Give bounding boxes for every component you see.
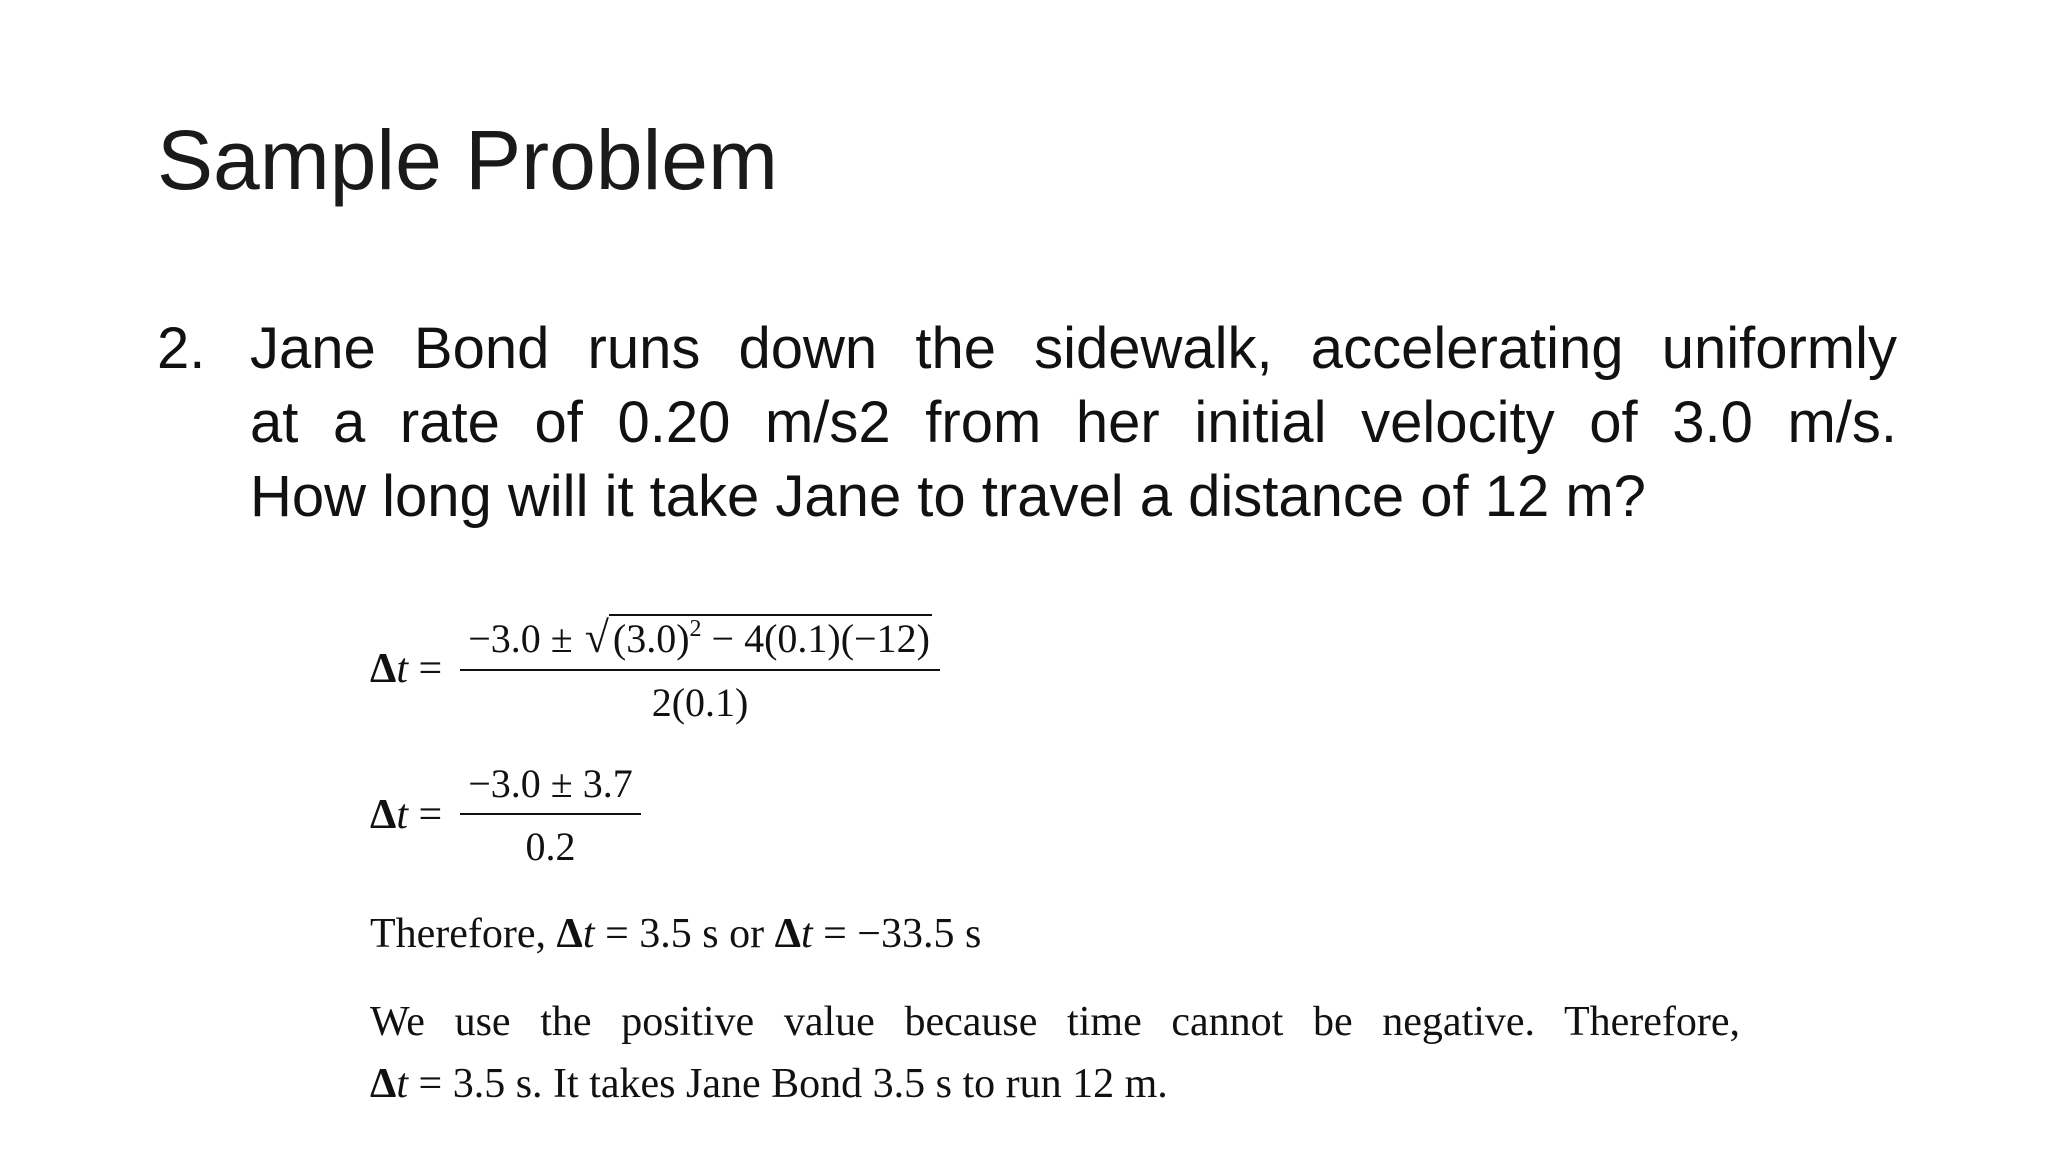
delta-symbol: Δ [370, 646, 397, 692]
conclusion-rest: = 3.5 s. It takes Jane Bond 3.5 s to run 12 m. [408, 1061, 1168, 1107]
radicand-term-b: − 4(0.1)(−12) [701, 616, 930, 661]
exponent: 2 [689, 616, 702, 642]
radicand [609, 614, 932, 661]
problem-number: 2. [157, 316, 206, 381]
t-variable: t [396, 646, 409, 692]
equals-sign: = [408, 646, 443, 692]
equals-sign: = [408, 792, 443, 838]
conclusion-line-1: We use the positive value because time cannot be negative. Therefore, [370, 999, 1740, 1045]
equation-quadratic [370, 612, 940, 726]
equation-1-numerator [460, 612, 940, 669]
delta-symbol: Δ [370, 792, 397, 838]
equation-1-denominator: 2(0.1) [651, 680, 749, 725]
equation-1-fraction [460, 612, 940, 726]
equation-2-fraction [460, 760, 641, 870]
slide-title: Sample Problem [157, 113, 778, 207]
radicand-term-a: (3.0) [612, 616, 690, 661]
equation-2-numerator: −3.0 ± 3.7 [468, 761, 633, 806]
therefore-middle: = 3.5 s or [594, 911, 775, 957]
equation-simplified [370, 760, 641, 870]
therefore-line [370, 910, 981, 958]
delta-symbol: Δ [774, 911, 801, 957]
problem-line-2: at a rate of 0.20 m/s2 from her initial velocity of 3.0 m/s. [250, 390, 1897, 455]
problem-line-3: How long will it take Jane to travel a distance of 12 m? [250, 464, 1646, 529]
equation-2-lhs [370, 791, 442, 839]
t-variable: t [582, 911, 595, 957]
delta-symbol: Δ [370, 1061, 397, 1107]
problem-line-1: Jane Bond runs down the sidewalk, accelerating uniformly [250, 316, 1897, 381]
therefore-suffix: = −33.5 s [812, 911, 982, 957]
therefore-prefix: Therefore, [370, 911, 557, 957]
t-variable: t [800, 911, 813, 957]
t-variable: t [396, 1061, 409, 1107]
equation-1-lhs [370, 645, 442, 693]
radical-sign: √ [584, 613, 609, 662]
t-variable: t [396, 792, 409, 838]
conclusion-line-2 [370, 1060, 1168, 1108]
equation-2-denominator: 0.2 [525, 824, 576, 869]
delta-symbol: Δ [556, 911, 583, 957]
numerator-prefix: −3.0 ± [468, 616, 583, 661]
square-root [583, 612, 932, 663]
